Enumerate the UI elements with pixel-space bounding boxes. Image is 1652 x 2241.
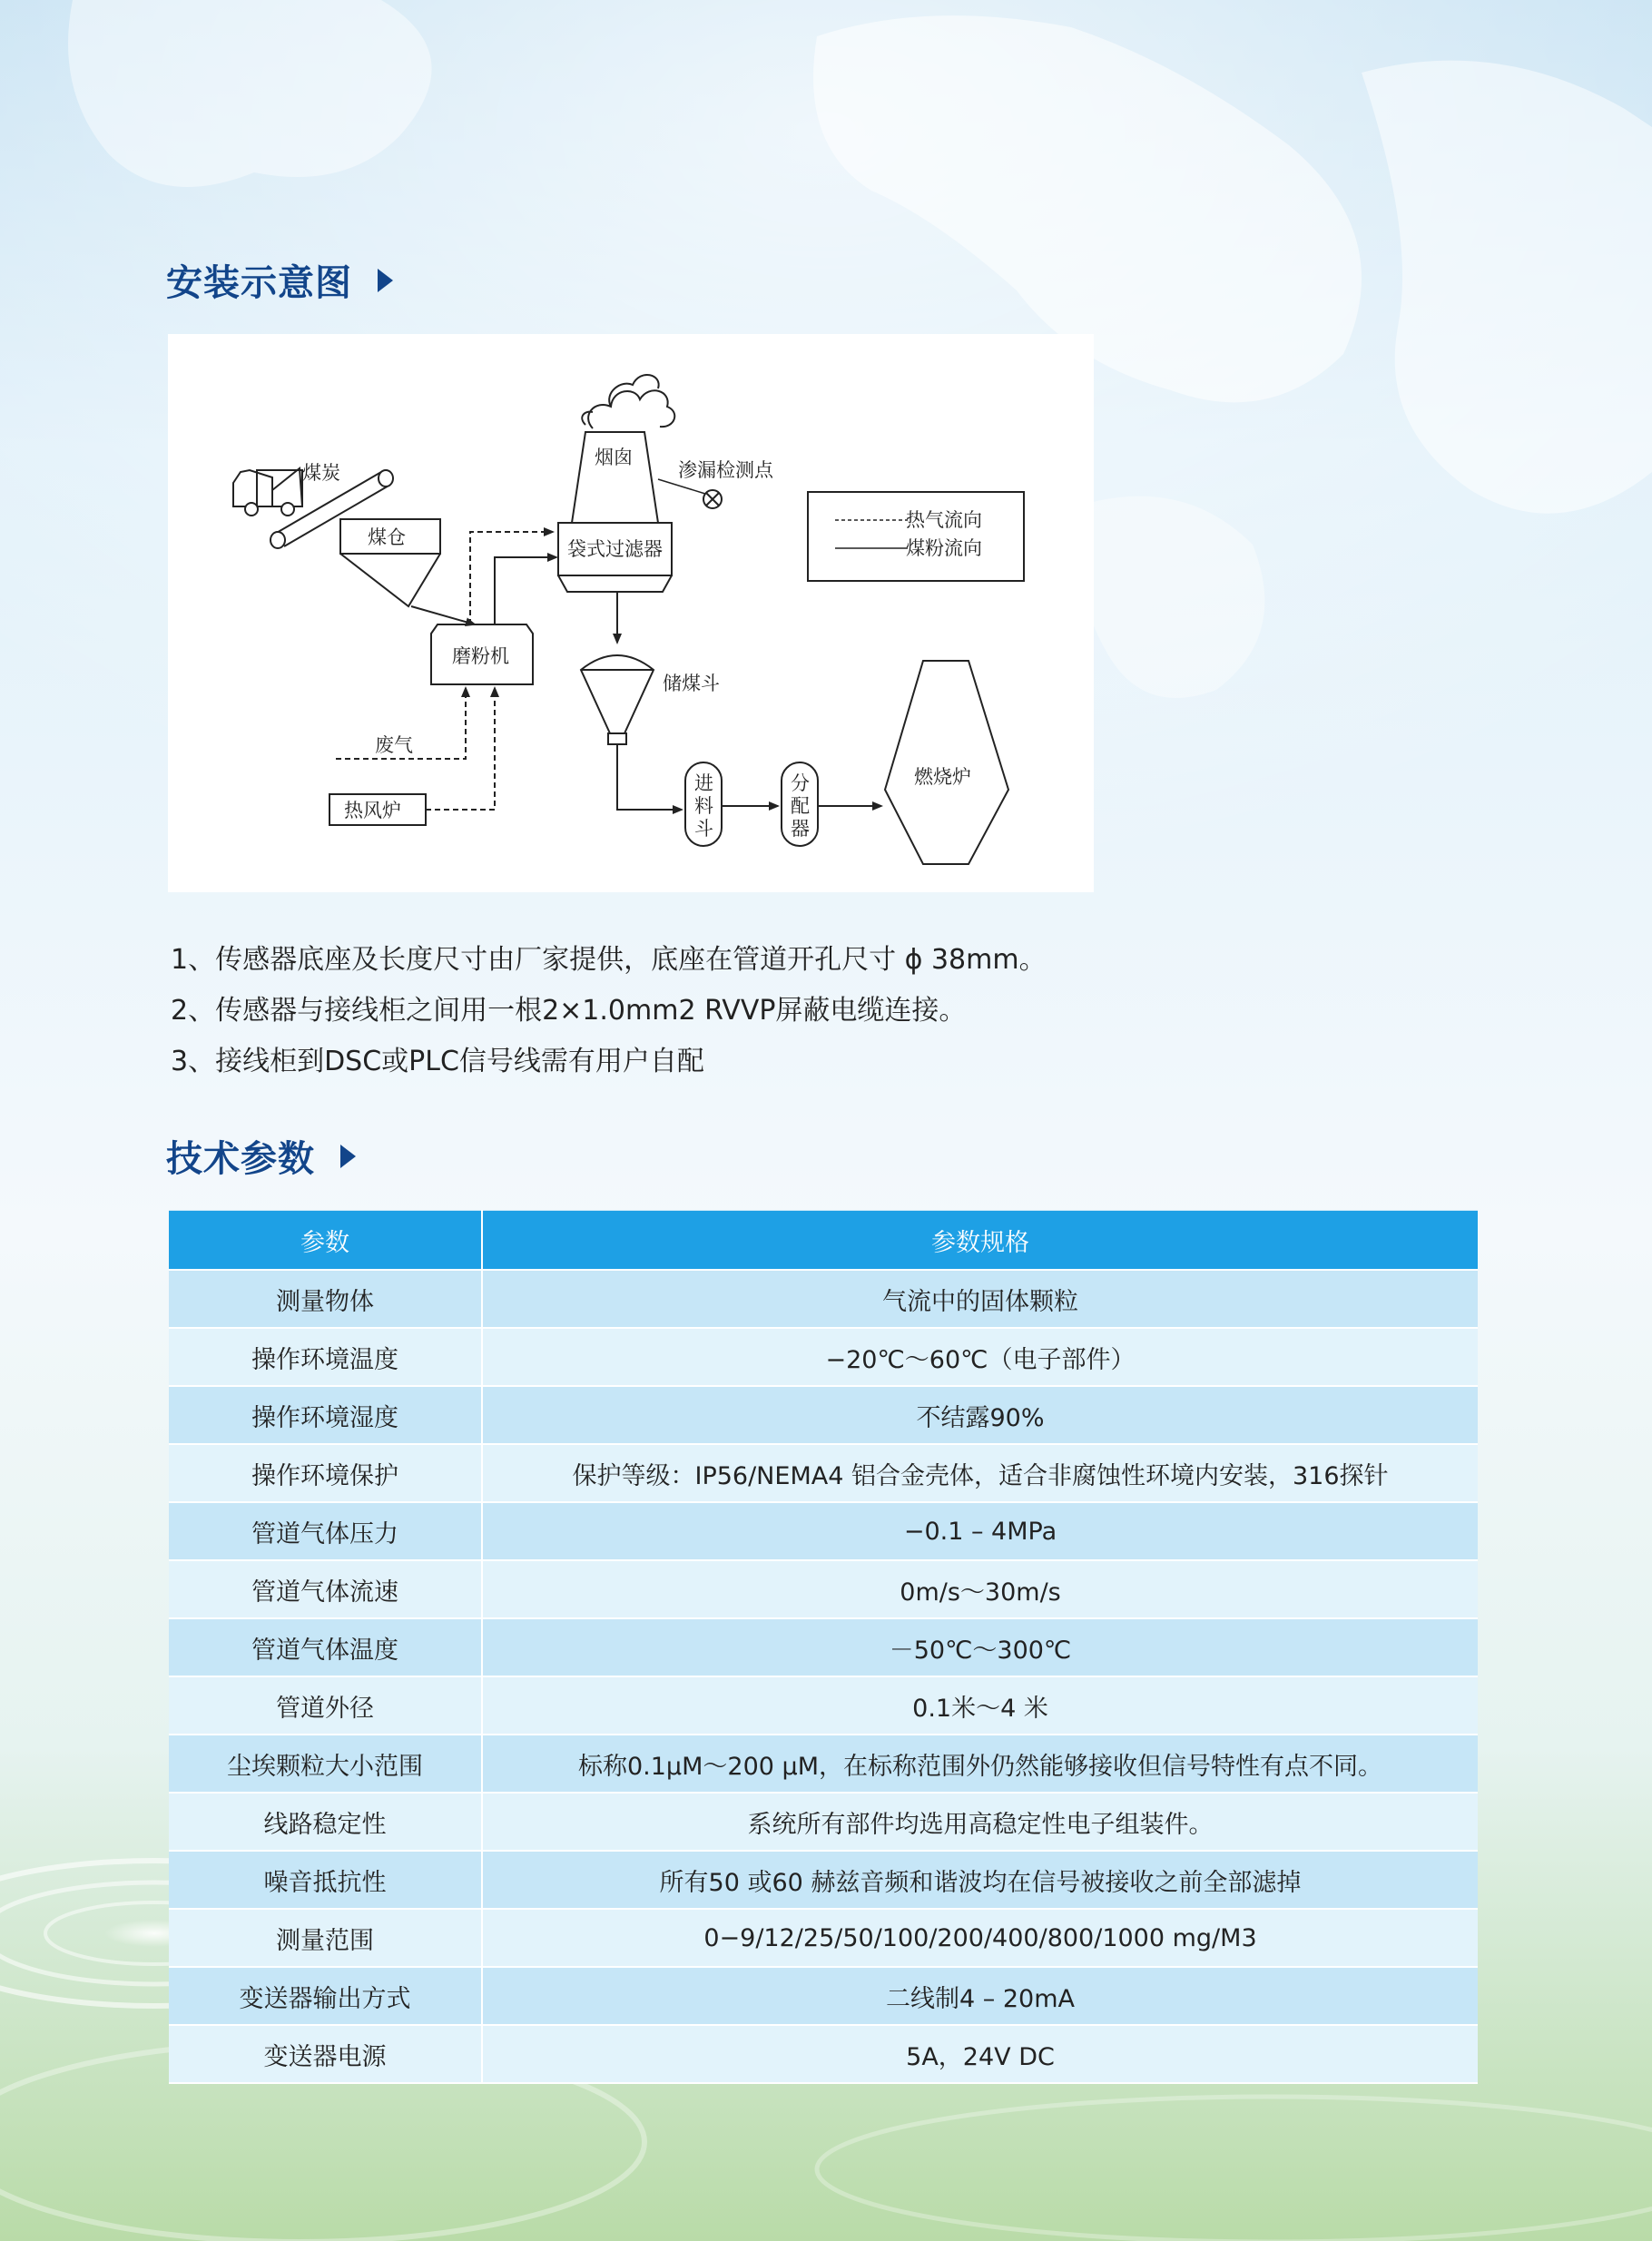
storage-hopper-shape bbox=[581, 655, 654, 744]
param-cell: 管道气体压力 bbox=[169, 1502, 482, 1560]
label-distributor-1: 分 bbox=[791, 772, 810, 794]
table-row bbox=[169, 1560, 1478, 1618]
legend-coal-powder: 煤粉流向 bbox=[906, 537, 982, 559]
spec-table bbox=[169, 1210, 1478, 2084]
spec-cell: −0.1 – 4MPa bbox=[482, 1502, 1478, 1560]
table-row bbox=[169, 1793, 1478, 1851]
param-cell: 尘埃颗粒大小范围 bbox=[169, 1735, 482, 1793]
note-item: 1、传感器底座及长度尺寸由厂家提供，底座在管道开孔尺寸 ϕ 38mm。 bbox=[171, 944, 1047, 976]
table-row bbox=[169, 1735, 1478, 1793]
spec-cell: 保护等级：IP56/NEMA4 铝合金壳体，适合非腐蚀性环境内安装，316探针 bbox=[482, 1444, 1478, 1502]
spec-cell: 0−9/12/25/50/100/200/400/800/1000 mg/M3 bbox=[482, 1909, 1478, 1967]
spec-cell: 二线制4 – 20mA bbox=[482, 1967, 1478, 2025]
spec-cell: 0.1米～4 米 bbox=[482, 1676, 1478, 1735]
install-diagram bbox=[168, 334, 1094, 892]
spec-cell: 5A，24V DC bbox=[482, 2025, 1478, 2083]
label-hot-air-furnace: 热风炉 bbox=[344, 800, 401, 821]
param-cell: 测量物体 bbox=[169, 1270, 482, 1328]
label-coal: 煤炭 bbox=[302, 462, 340, 484]
table-row bbox=[169, 1502, 1478, 1560]
spec-cell: －50℃～300℃ bbox=[482, 1618, 1478, 1676]
param-cell: 噪音抵抗性 bbox=[169, 1851, 482, 1909]
table-header-row bbox=[169, 1211, 1478, 1271]
spec-cell: 气流中的固体颗粒 bbox=[482, 1270, 1478, 1328]
param-cell: 线路稳定性 bbox=[169, 1793, 482, 1851]
triangle-right-icon bbox=[378, 269, 393, 292]
label-feed-hopper-2: 料 bbox=[694, 795, 713, 817]
spec-cell: −20℃～60℃（电子部件） bbox=[482, 1328, 1478, 1386]
table-row bbox=[169, 1967, 1478, 2025]
param-cell: 管道外径 bbox=[169, 1676, 482, 1735]
label-bag-filter: 袋式过滤器 bbox=[567, 538, 663, 560]
label-mill: 磨粉机 bbox=[452, 645, 509, 667]
header-param: 参数 bbox=[169, 1211, 482, 1271]
label-coal-bin: 煤仓 bbox=[368, 526, 406, 548]
param-cell: 变送器输出方式 bbox=[169, 1967, 482, 2025]
legend-box bbox=[808, 492, 1024, 581]
table-row bbox=[169, 1676, 1478, 1735]
table-row bbox=[169, 1909, 1478, 1967]
spec-cell: 所有50 或60 赫兹音频和谐波均在信号被接收之前全部滤掉 bbox=[482, 1851, 1478, 1909]
label-feed-hopper-3: 斗 bbox=[694, 818, 713, 840]
table-row bbox=[169, 2025, 1478, 2083]
table-row bbox=[169, 1386, 1478, 1444]
table-row bbox=[169, 1618, 1478, 1676]
note-item: 3、接线柜到DSC或PLC信号线需有用户自配 bbox=[171, 1046, 704, 1077]
header-spec: 参数规格 bbox=[482, 1211, 1478, 1271]
label-burner: 燃烧炉 bbox=[914, 766, 971, 788]
param-cell: 管道气体流速 bbox=[169, 1560, 482, 1618]
param-cell: 变送器电源 bbox=[169, 2025, 482, 2083]
burner-shape bbox=[885, 661, 1008, 864]
param-cell: 测量范围 bbox=[169, 1909, 482, 1967]
tech-section-title bbox=[166, 1130, 356, 1182]
install-notes bbox=[171, 935, 1047, 1087]
note-item: 2、传感器与接线柜之间用一根2×1.0mm2 RVVP屏蔽电缆连接。 bbox=[171, 995, 967, 1027]
install-title-text: 安装示意图 bbox=[166, 262, 352, 304]
label-chimney: 烟囱 bbox=[595, 447, 633, 468]
param-cell: 操作环境温度 bbox=[169, 1328, 482, 1386]
label-exhaust: 废气 bbox=[375, 734, 413, 756]
param-cell: 管道气体温度 bbox=[169, 1618, 482, 1676]
install-section-title bbox=[166, 254, 393, 306]
param-cell: 操作环境保护 bbox=[169, 1444, 482, 1502]
triangle-right-icon bbox=[340, 1145, 356, 1168]
table-row bbox=[169, 1328, 1478, 1386]
spec-cell: 不结露90% bbox=[482, 1386, 1478, 1444]
tech-title-text: 技术参数 bbox=[166, 1138, 315, 1180]
truck-icon bbox=[233, 468, 302, 516]
label-distributor-2: 配 bbox=[791, 795, 810, 817]
label-feed-hopper-1: 进 bbox=[694, 772, 713, 794]
label-leak-point: 渗漏检测点 bbox=[678, 459, 773, 481]
legend-hot-air: 热气流向 bbox=[906, 509, 982, 531]
spec-cell: 标称0.1μM～200 μM，在标称范围外仍然能够接收但信号特性有点不同。 bbox=[482, 1735, 1478, 1793]
table-row bbox=[169, 1851, 1478, 1909]
label-storage-hopper: 储煤斗 bbox=[663, 673, 720, 694]
spec-cell: 0m/s～30m/s bbox=[482, 1560, 1478, 1618]
label-distributor-3: 器 bbox=[791, 818, 810, 840]
spec-cell: 系统所有部件均选用高稳定性电子组装件。 bbox=[482, 1793, 1478, 1851]
param-cell: 操作环境湿度 bbox=[169, 1386, 482, 1444]
table-row bbox=[169, 1270, 1478, 1328]
table-row bbox=[169, 1444, 1478, 1502]
